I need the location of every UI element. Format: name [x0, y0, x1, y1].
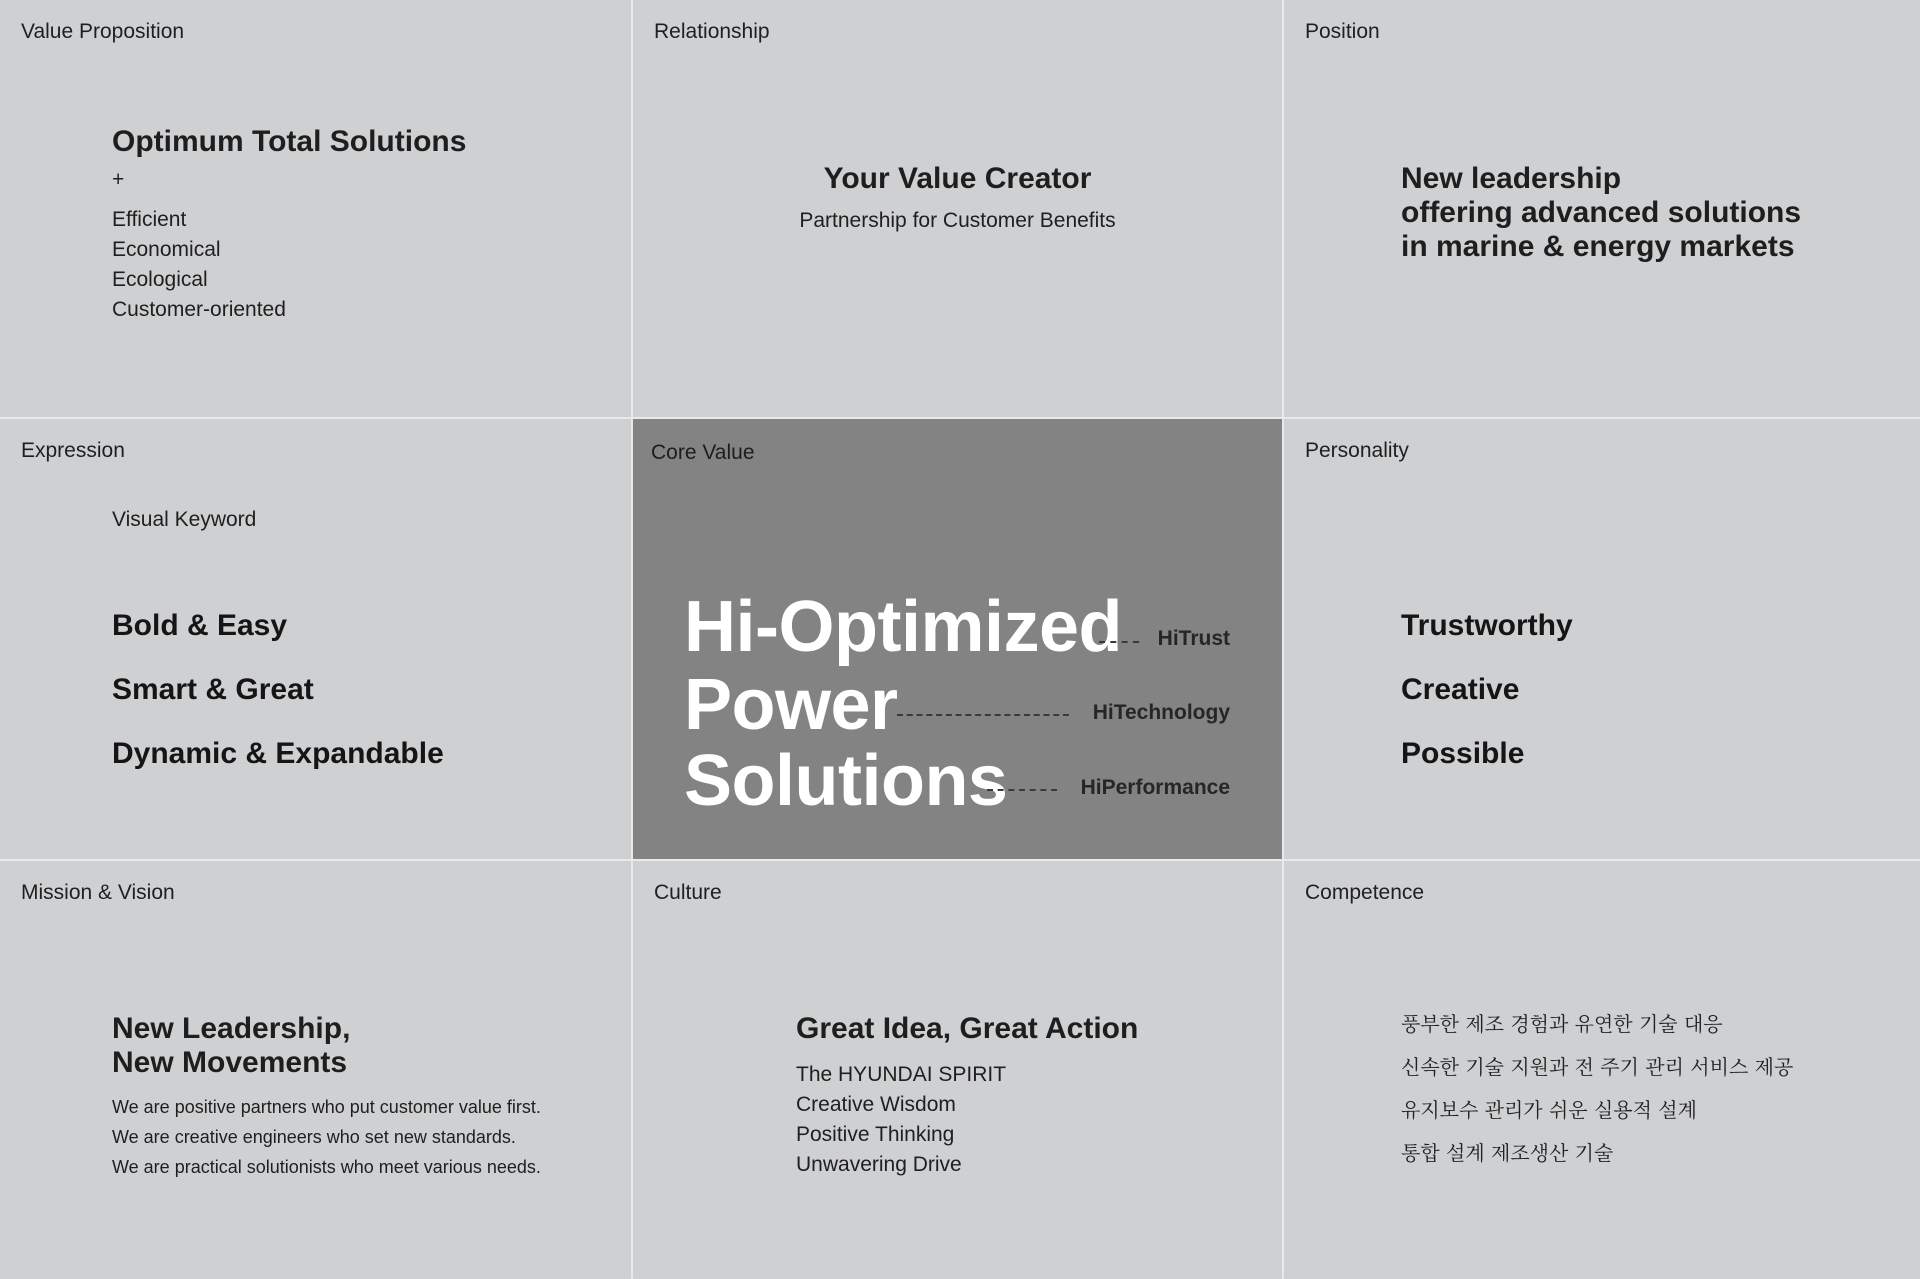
cell-label: Relationship — [654, 20, 770, 43]
core-tag-hitrust: HiTrust — [1157, 627, 1230, 650]
core-value-cell — [633, 419, 1282, 859]
cell-label: Value Proposition — [21, 20, 185, 43]
list-item: Unwavering Drive — [796, 1153, 962, 1176]
visual-keyword-heading: Visual Keyword — [112, 508, 257, 531]
culture-content — [796, 1012, 1138, 1180]
cell-label: Expression — [21, 439, 125, 462]
dashed-connector — [1099, 641, 1139, 643]
mission-statement: We are practical solutionists who meet various needs. — [112, 1157, 541, 1177]
position-cell — [1284, 0, 1920, 417]
competence-cell — [1284, 861, 1920, 1279]
relationship-title: Your Value Creator — [823, 162, 1092, 195]
list-item: Economical — [112, 238, 221, 261]
mission-title-line: New Leadership, — [112, 1012, 351, 1045]
position-line: in marine & energy markets — [1401, 230, 1795, 263]
list-item: 신속한 기술 지원과 전 주기 관리 서비스 제공 — [1401, 1055, 1794, 1079]
personality-cell — [1284, 419, 1920, 859]
cell-label: Position — [1305, 20, 1380, 43]
cell-label: Core Value — [651, 441, 755, 464]
relationship-subtitle: Partnership for Customer Benefits — [799, 209, 1116, 232]
list-item: Positive Thinking — [796, 1123, 955, 1146]
core-value-line: Solutions — [684, 741, 1008, 821]
mission-statement: We are creative engineers who set new standards. — [112, 1127, 516, 1147]
list-item: 풍부한 제조 경험과 유연한 기술 대응 — [1401, 1012, 1723, 1036]
position-statement — [1401, 162, 1801, 264]
plus-sign: + — [112, 168, 125, 191]
core-value-line: Power — [684, 665, 898, 745]
cell-label: Culture — [654, 881, 722, 904]
list-item: Creative Wisdom — [796, 1093, 956, 1116]
keyword: Dynamic & Expandable — [112, 737, 444, 770]
dashed-connector — [987, 789, 1057, 791]
mission-statement: We are positive partners who put customer value first. — [112, 1097, 541, 1117]
core-tag-hitechnology: HiTechnology — [1092, 701, 1230, 724]
list-item: 통합 설계 제조생산 기술 — [1401, 1141, 1614, 1165]
trait-list — [1401, 609, 1573, 801]
expression-cell — [0, 419, 631, 859]
competence-list — [1401, 1003, 1793, 1175]
keyword: Bold & Easy — [112, 609, 288, 642]
relationship-cell — [633, 0, 1282, 417]
mission-vision-content — [112, 1012, 541, 1182]
cell-label: Mission & Vision — [21, 881, 175, 904]
core-value-line: Hi-Optimized — [684, 587, 1122, 667]
cell-label: Personality — [1305, 439, 1409, 462]
mission-title-line: New Movements — [112, 1046, 348, 1079]
list-item: Customer-oriented — [112, 298, 286, 321]
list-item: Ecological — [112, 268, 208, 291]
trait: Creative — [1401, 673, 1520, 706]
cell-label: Competence — [1305, 881, 1425, 904]
core-tag-hiperformance: HiPerformance — [1080, 776, 1230, 799]
list-item: Efficient — [112, 208, 187, 231]
list-item: 유지보수 관리가 쉬운 실용적 설계 — [1401, 1098, 1697, 1122]
keyword: Smart & Great — [112, 673, 314, 706]
keyword-list — [112, 609, 444, 801]
trait: Possible — [1401, 737, 1525, 770]
value-proposition-list — [112, 205, 466, 325]
list-item: The HYUNDAI SPIRIT — [796, 1063, 1007, 1086]
position-line: offering advanced solutions — [1401, 196, 1802, 229]
relationship-content — [633, 162, 1282, 236]
culture-title: Great Idea, Great Action — [796, 1012, 1139, 1045]
dashed-connector — [897, 714, 1069, 716]
mission-vision-cell — [0, 861, 631, 1279]
value-proposition-content — [112, 125, 466, 325]
culture-list — [796, 1060, 1138, 1180]
trait: Trustworthy — [1401, 609, 1573, 642]
culture-cell — [633, 861, 1282, 1279]
value-proposition-cell — [0, 0, 631, 417]
value-proposition-title: Optimum Total Solutions — [112, 125, 467, 158]
mission-statements — [112, 1092, 541, 1182]
position-line: New leadership — [1401, 162, 1622, 195]
